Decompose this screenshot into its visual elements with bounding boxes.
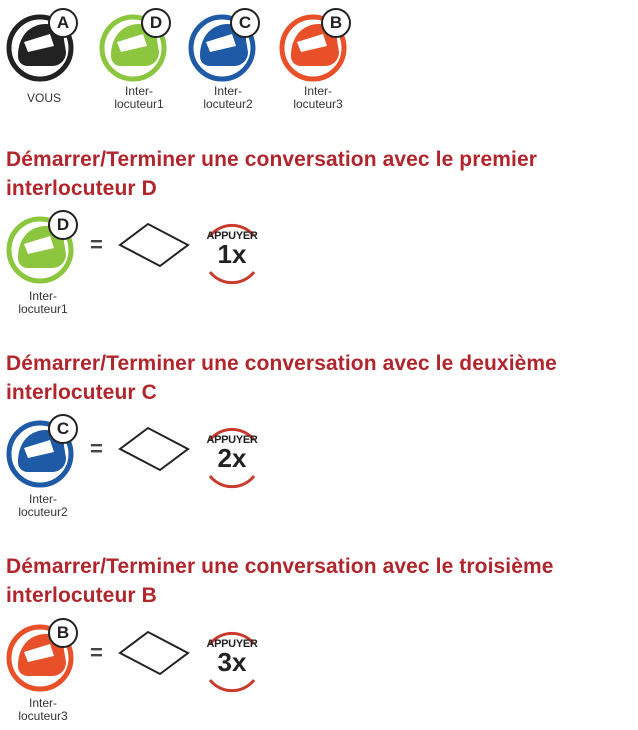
badge-b: B [321, 8, 351, 38]
button-diamond-icon [118, 630, 190, 676]
helmet-icon-intercom2 [188, 8, 264, 84]
badge-d: D [48, 210, 78, 240]
section-title-line2: interlocuteur D [6, 177, 157, 200]
participant-label-intercom1: Inter- locuteur1 [114, 84, 164, 111]
press-word: APPUYER [206, 434, 258, 446]
label-line2: locuteur1 [18, 302, 68, 316]
equals-sign: = [90, 232, 103, 257]
participant-label [8, 290, 78, 316]
section-title [6, 552, 554, 610]
press-word: APPUYER [206, 230, 258, 242]
badge-a: A [48, 8, 78, 38]
helmet-icon-you [6, 8, 82, 84]
badge-c: C [230, 8, 260, 38]
section-title [6, 349, 557, 407]
badge-c: C [48, 414, 78, 444]
label-line2: locuteur3 [18, 709, 68, 723]
press-count-indicator [192, 214, 272, 294]
equals-sign: = [90, 640, 103, 665]
label-line1: Inter- [28, 696, 57, 710]
press-count: 3x [217, 647, 247, 677]
badge-b: B [48, 618, 78, 648]
label-line2: locuteur2 [18, 505, 68, 519]
section-title-line1: Démarrer/Terminer une conversation avec le troisième [6, 555, 554, 578]
press-count: 2x [217, 443, 247, 473]
badge-d: D [141, 8, 171, 38]
participant-label-intercom2: Inter- locuteur2 [203, 84, 253, 111]
label-line1: Inter- [28, 492, 57, 506]
press-count-indicator [192, 418, 272, 498]
participant-label-you: VOUS [26, 91, 61, 105]
participant-label [8, 493, 78, 519]
participant-label [8, 697, 78, 723]
helmet-icon-intercom2 [6, 414, 82, 490]
press-count: 1x [217, 239, 247, 269]
button-diamond-icon [118, 426, 190, 472]
helmet-icon-intercom1 [6, 210, 82, 286]
label-line1: Inter- [28, 289, 57, 303]
section-title-line1: Démarrer/Terminer une conversation avec le premier [6, 148, 538, 171]
button-diamond-icon [118, 222, 190, 268]
section-title-line1: Démarrer/Terminer une conversation avec le deuxième [6, 352, 557, 375]
helmet-icon-intercom3 [6, 618, 82, 694]
helmet-icon-intercom3 [279, 8, 355, 84]
helmet-icon-intercom1 [99, 8, 175, 84]
press-word: APPUYER [206, 638, 258, 650]
participant-label-intercom3: Inter- locuteur3 [293, 84, 343, 111]
section-title [6, 145, 537, 203]
press-count-indicator [192, 622, 272, 702]
section-title-line2: interlocuteur C [6, 381, 157, 404]
equals-sign: = [90, 436, 103, 461]
section-title-line2: interlocuteur B [6, 584, 157, 607]
